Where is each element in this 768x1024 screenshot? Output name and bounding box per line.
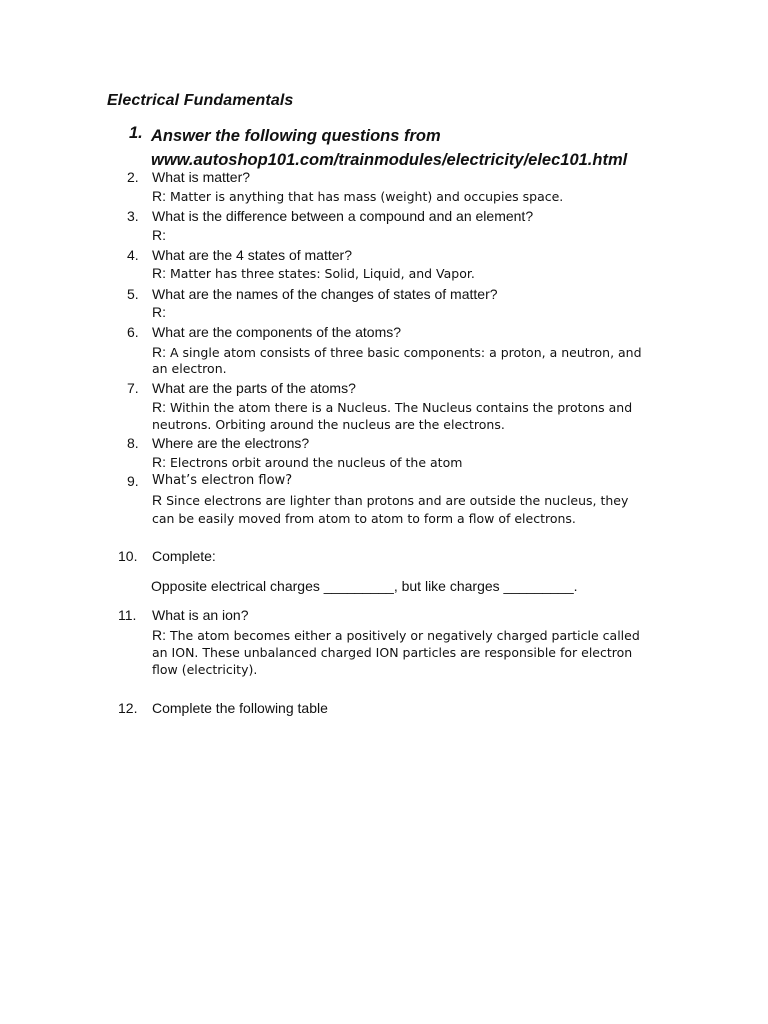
question-number: 7. [127,380,139,396]
question-number: 3. [127,208,139,224]
answer-prefix: R: [152,227,166,243]
answer-prefix: R [152,492,163,508]
question-text: What are the names of the changes of states of matter? [152,286,498,302]
fill-in-sentence: Opposite electrical charges _________, but like charges _________. [151,578,578,594]
answer-text: can be easily moved from atom to atom to form a flow of electrons. [152,511,576,526]
answer [152,399,632,415]
answer-prefix: R: [152,265,166,281]
question-text: Complete: [152,548,216,564]
answer [152,627,640,643]
answer-text: Within the atom there is a Nucleus. The Nucleus contains the protons and [169,400,633,415]
answer [152,344,642,360]
question-number: 11. [118,607,137,623]
answer-text: Matter is anything that has mass (weight) and occupies space. [169,189,564,204]
answer-prefix: R: [152,188,166,204]
document-title: Electrical Fundamentals [107,92,294,109]
answer-text: an electron. [152,361,227,376]
answer-prefix: R: [152,454,166,470]
answer-prefix: R: [152,304,166,320]
question-number: 9. [127,473,139,489]
question-text: Complete the following table [152,700,328,716]
answer-text: flow (electricity). [152,662,258,677]
answer-prefix: R: [152,627,166,643]
question-text: What are the components of the atoms? [152,324,402,340]
question-text: Where are the electrons? [152,435,310,451]
question-number: 5. [127,286,139,302]
question-number: 10. [118,548,138,564]
answer [152,454,462,470]
question-text: What is matter? [152,169,251,185]
answer-prefix: R: [152,344,166,360]
intro-line: Answer the following questions from [151,127,441,145]
answer-text: Electrons orbit around the nucleus of the atom [169,455,463,470]
question-number: 6. [127,324,139,340]
question-number: 12. [118,700,138,716]
question-text: What are the parts of the atoms? [152,380,356,396]
answer-text: Matter has three states: Solid, Liquid, and Vapor. [169,266,475,281]
answer-text: Since electrons are lighter than protons and are outside the nucleus, they [166,493,629,508]
answer-text: The atom becomes either a positively or negatively charged particle called [169,628,640,643]
question-number: 8. [127,435,139,451]
answer [152,188,563,204]
answer-text: an ION. These unbalanced charged ION particles are responsible for electron [152,645,633,660]
answer-prefix: R: [152,399,166,415]
question-number: 1. [129,124,143,142]
answer [152,492,628,508]
question-text: What is an ion? [152,607,249,623]
answer [152,265,475,281]
answer-text: neutrons. Orbiting around the nucleus are the electrons. [152,417,505,432]
answer-text: A single atom consists of three basic components: a proton, a neutron, and [169,345,642,360]
question-text: What is the difference between a compound and an element? [152,208,534,224]
intro-url: www.autoshop101.com/trainmodules/electricity/elec101.html [151,151,628,169]
question-text: What’s electron flow? [152,473,293,488]
question-text: What are the 4 states of matter? [152,247,352,263]
question-number: 4. [127,247,139,263]
question-number: 2. [127,169,139,185]
